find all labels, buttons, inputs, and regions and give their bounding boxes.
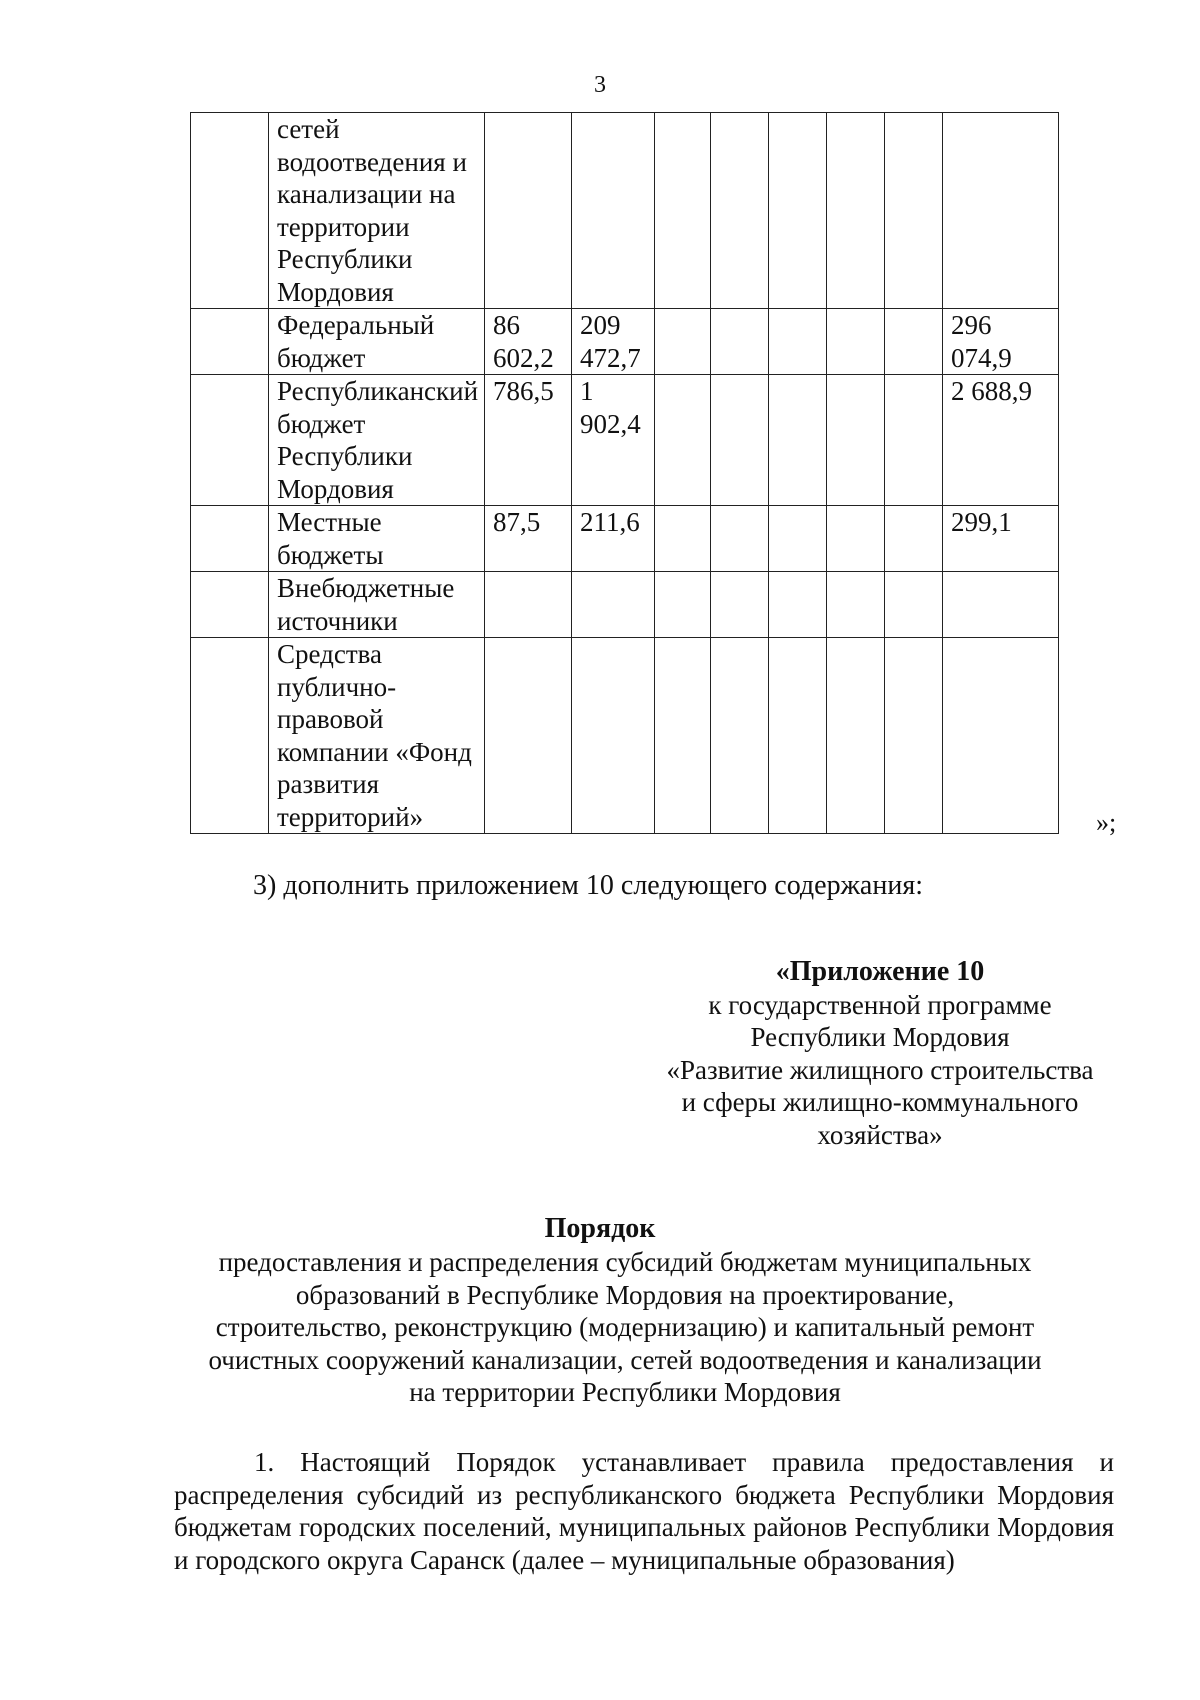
table-cell: 211,6 [572,506,655,572]
budget-table [190,112,1059,834]
order-subtitle-line: образований в Республике Мордовия на проектирование, [295,1279,955,1310]
row-label: Местные бюджеты [269,506,485,572]
table-cell [769,309,827,375]
row-label: сетей водоотведения и канализации на территории Республики Мордовия [269,113,485,309]
table-cell [885,506,943,572]
table-cell [885,572,943,638]
closing-quote: »; [1096,808,1117,837]
table-cell [827,638,885,834]
table-cell [769,375,827,506]
table-cell [943,572,1059,638]
table-cell: 209 472,7 [572,309,655,375]
table-cell: 786,5 [485,375,572,506]
table-cell-empty [191,113,269,309]
paragraph-1: 1. Настоящий Порядок устанавливает правила предоставления и распределения субсидий из республиканского бюджета Республики Мордовия бюджетам городских поселений, муниципальных районов Республики Мордовия и городского округа Саранск (далее – муниципальные образования) [174,1447,1114,1575]
budget-table-body [191,113,1059,834]
table-row [191,572,1059,638]
item-3-text: 3) дополнить приложением 10 следующего содержания: [253,870,923,901]
table-cell-empty [191,375,269,506]
table-cell [485,113,572,309]
table-cell [885,113,943,309]
table-cell: 1 902,4 [572,375,655,506]
table-cell: 296 074,9 [943,309,1059,375]
table-cell [655,113,711,309]
table-row [191,375,1059,506]
order-subtitle-line: на территории Республики Мордовия [409,1377,841,1407]
table-row [191,638,1059,834]
table-cell [711,375,769,506]
table-cell [711,309,769,375]
table-row [191,113,1059,309]
row-label: Федеральный бюджет [269,309,485,375]
table-row [191,309,1059,375]
row-label: Внебюджетные источники [269,572,485,638]
order-title: Порядок [544,1213,656,1244]
table-cell [655,506,711,572]
table-cell [827,375,885,506]
table-cell [485,638,572,834]
table-cell-empty [191,638,269,834]
table-cell-empty [191,572,269,638]
table-cell [827,309,885,375]
table-cell [885,309,943,375]
appendix-line: к государственной программе [708,989,1052,1020]
table-cell [655,572,711,638]
table-cell [711,638,769,834]
table-cell [827,506,885,572]
row-label: Средства публично- правовой компании «Фонд развития территорий» [269,638,485,834]
table-cell [885,638,943,834]
table-cell [885,375,943,506]
appendix-line: и сферы жилищно-коммунального [681,1087,1079,1117]
table-cell [769,638,827,834]
table-cell [827,113,885,309]
order-subtitle [190,1246,1060,1409]
table-cell [655,309,711,375]
appendix-heading [640,956,1120,1151]
page-number: 3 [594,72,606,98]
table-cell [943,638,1059,834]
table-cell [655,375,711,506]
table-cell-empty [191,506,269,572]
table-cell [655,638,711,834]
table-cell: 87,5 [485,506,572,572]
table-cell [572,113,655,309]
table-cell [711,572,769,638]
table-row [191,506,1059,572]
table-cell [485,572,572,638]
table-cell [943,113,1059,309]
table-cell [572,572,655,638]
appendix-line: Республики Мордовия [750,1022,1010,1052]
table-cell [572,638,655,834]
appendix-line: хозяйства» [817,1119,943,1150]
row-label: Республиканский бюджет Республики Мордовия [269,375,485,506]
table-cell [769,506,827,572]
table-cell [827,572,885,638]
table-cell-empty [191,309,269,375]
table-cell: 2 688,9 [943,375,1059,506]
appendix-title: «Приложение 10 [775,956,985,987]
order-subtitle-line: предоставления и распределения субсидий бюджетам муниципальных [218,1247,1032,1277]
table-cell [711,506,769,572]
appendix-line: «Развитие жилищного строительства [666,1054,1094,1085]
order-subtitle-line: строительство, реконструкцию (модернизацию) и капитальный ремонт [215,1312,1035,1342]
table-cell [769,113,827,309]
table-cell [711,113,769,309]
table-cell: 299,1 [943,506,1059,572]
order-subtitle-line: очистных сооружений канализации, сетей водоотведения и канализации [208,1344,1042,1375]
table-cell [769,572,827,638]
table-cell: 86 602,2 [485,309,572,375]
